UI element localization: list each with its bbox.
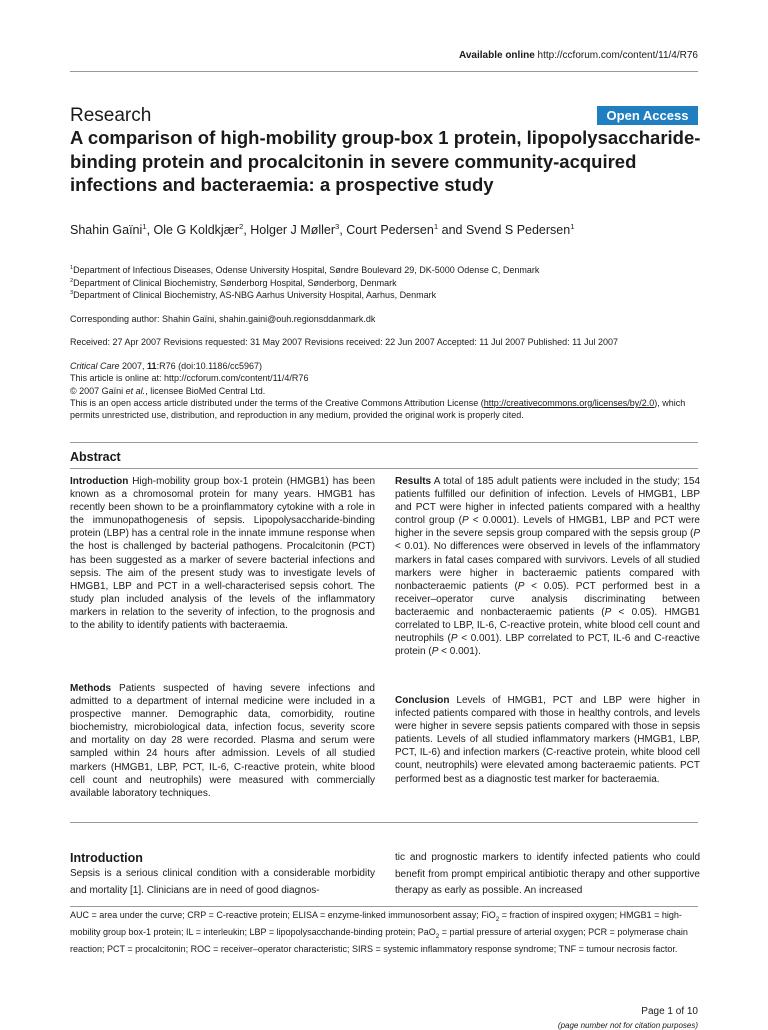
copyright-etal: et al. xyxy=(125,385,146,396)
abstract-conclusion-label: Conclusion xyxy=(395,695,450,706)
affiliation-text: Department of Infectious Diseases, Odense University Hospital, Søndre Boulevard 29, DK-5000 Odense C, Denmark xyxy=(73,265,540,275)
online-line: This article is online at: http://ccforum.com/content/11/4/R76 xyxy=(70,373,309,384)
citation-line xyxy=(70,360,700,372)
p-symbol: P xyxy=(431,646,439,658)
affiliation-text: Department of Clinical Biochemistry, Sønderborg Hospital, Sønderborg, Denmark xyxy=(73,277,397,288)
abstract-conclusion xyxy=(395,694,700,786)
abstract-conclusion-text: Levels of HMGB1, PCT and LBP were higher in infected patients compared with those in healthy controls, and levels were higher in severe sepsis patients compared with those in sepsis patients. Levels of all studied inflammatory markers (HMGB1, LBP, PCT, IL-6) and infection markers (C-reactive protein, white blood cell count, neutrophils) were elevated among bacteraemic patients. PCT performed best as a diagnostic test marker for bacteraemia. xyxy=(395,695,700,785)
citation-doi: :R76 (doi:10.1186/cc5967) xyxy=(156,361,262,371)
abstract-introduction xyxy=(70,475,375,632)
p-symbol: P xyxy=(517,580,525,592)
copyright-line xyxy=(70,385,700,397)
results-part-3: < 0.05). PCT performed best in a receiver–operator curve analysis discriminating between bacteraemic and nonbacteraemic patients ( xyxy=(395,580,700,618)
license-post: ), which permits unrestricted use, distribution, and reproduction in any medium, provided the original work is properly cited. xyxy=(70,397,686,421)
author-name: Ole G Koldkjær xyxy=(153,223,239,237)
license-link[interactable]: http://creativecommons.org/licenses/by/2.0 xyxy=(483,397,655,408)
abstract-introduction-text: High-mobility group box-1 protein (HMGB1) has been known as a chromosomal protein for many years. HMGB1 has recently been shown to be a proinflammatory cytokine with a role in the immunopathogenesis of sepsis. Lipopolysaccharide-binding protein (LBP) has a central role in the innate immune response when the host is challenged by bacterial pathogens. Procalcitonin (PCT) has been suggested as a marker of severe bacterial infections and sepsis. The aim of the present study was to investigate levels of HMGB1, LBP and PCT in a well-characterised sepsis cohort. The study plan included analysis of the levels of the inflammatory markers in relation to the severity of infection, to the prognosis and to the ability to identify patients with bacteraemia. xyxy=(70,476,375,632)
article-dates: Received: 27 Apr 2007 Revisions requested: 31 May 2007 Revisions received: 22 Jun 2007 Accepted: 11 Jul 2007 Published: 11 Jul 2007 xyxy=(70,337,619,347)
citation-year: 2007, xyxy=(119,361,148,371)
results-part-2: < 0.01). No differences were observed in levels of the inflammatory markers in fatal cases compared with survivors. Levels of all studied markers were higher in bacteraemic patients compared with nonbacteraemic patients ( xyxy=(395,541,700,592)
abstract-methods xyxy=(70,682,375,800)
article-title: A comparison of high-mobility group-box 1 protein, lipopolysaccharide-binding protein and procalcitonin in severe community-acquired infections and bacteraemia: a prospective study xyxy=(70,127,701,195)
author-separator: and xyxy=(438,223,466,237)
abstract-results xyxy=(395,475,700,658)
author-affiliation-mark: 3 xyxy=(335,221,340,231)
author-separator: , xyxy=(339,223,347,237)
results-part-4: < 0.05). HMGB1 correlated to LBP, IL-6, C-reactive protein, white blood cell count and neutrophils ( xyxy=(395,606,700,645)
author-name: Court Pedersen xyxy=(346,223,434,237)
page-number-note: (page number not for citation purposes) xyxy=(557,1021,698,1030)
page-number: Page 1 of 10 xyxy=(641,1006,698,1017)
footnote-sub-2: 2 xyxy=(435,932,440,940)
introduction-text-right: tic and prognostic markers to identify infected patients who could benefit from prompt empirical antibiotic therapy and other supportive therapy as early as possible. An increased xyxy=(395,852,700,896)
journal-name: Critical Care xyxy=(70,361,120,371)
availability-line xyxy=(0,50,698,61)
results-part-1: < 0.0001). Levels of HMGB1, LBP and PCT were higher in the severe sepsis group compared with the sepsis group ( xyxy=(395,515,700,540)
affiliation-line xyxy=(70,277,710,290)
p-symbol: P xyxy=(462,515,469,527)
abstract-methods-label: Methods xyxy=(70,683,112,694)
author-affiliation-mark: 1 xyxy=(433,221,439,231)
affiliation-number: 3 xyxy=(70,290,74,296)
results-part-5: < 0.001). LBP correlated to PCT, IL-6 and C-reactive protein ( xyxy=(395,633,700,658)
author-separator: , xyxy=(243,223,251,237)
footnote-mid: = fraction of inspired oxygen; HMGB1 = high-mobility group box-1 protein; IL = interleukin; LBP = lipopolysacchande-binding protein; PaO xyxy=(70,910,682,938)
available-label: Available online xyxy=(459,50,535,61)
footnote-rule xyxy=(70,906,698,907)
introduction-text-left: Sepsis is a serious clinical condition with a considerable morbidity and mortality [1]. Clinicians are in need of good diagnos- xyxy=(70,868,375,896)
available-url[interactable]: http://ccforum.com/content/11/4/R76 xyxy=(537,50,698,61)
author-affiliation-mark: 1 xyxy=(142,221,147,231)
introduction-heading: Introduction xyxy=(70,851,143,865)
abstract-heading-rule xyxy=(70,468,698,469)
section-label: Research xyxy=(70,105,152,126)
author-affiliation-mark: 2 xyxy=(239,221,244,231)
author-affiliation-mark: 1 xyxy=(570,221,575,231)
affiliations xyxy=(70,264,710,302)
affiliation-line xyxy=(70,264,710,277)
license-line xyxy=(70,397,700,422)
header-rule xyxy=(70,71,698,72)
author-name: Shahin Gaïni xyxy=(70,223,143,237)
p-symbol: P xyxy=(604,606,612,618)
author-name: Holger J Møller xyxy=(250,223,336,237)
results-part-0: A total of 185 adult patients were included in the study; 154 patients fulfilled our definition of infection. Levels of HMGB1, LBP and PCT were higher in infected patients compared with a healthy control group ( xyxy=(395,476,700,527)
affiliation-number: 1 xyxy=(70,265,74,271)
author-list xyxy=(70,222,710,238)
footnote-pre: AUC = area under the curve; CRP = C-reactive protein; ELISA = enzyme-linked immunosorbent assay; FiO xyxy=(70,910,496,920)
abstract-bottom-rule xyxy=(70,822,698,823)
p-symbol: P xyxy=(693,528,700,540)
corresponding-author: Corresponding author: Shahin Gaïni, shahin.gaini@ouh.regionsddanmark.dk xyxy=(70,314,376,324)
abbreviations-footnote xyxy=(70,909,700,955)
open-access-badge: Open Access xyxy=(597,106,698,125)
citation-volume: 11 xyxy=(147,361,157,371)
affiliation-number: 2 xyxy=(70,277,74,284)
footnote-sub-1: 2 xyxy=(495,915,500,923)
footnote-post: = partial pressure of arterial oxygen; PCR = polymerase chain reaction; PCT = procalcitonin; ROC = receiver–operator characteristic; SIRS = systemic inflammatory response syndrome; TNF = tumour necrosis factor. xyxy=(70,927,688,955)
citation-block xyxy=(70,360,700,421)
p-symbol: P xyxy=(450,633,458,645)
abstract-introduction-label: Introduction xyxy=(70,476,129,487)
results-part-6: < 0.001). xyxy=(438,646,481,658)
abstract-methods-text: Patients suspected of having severe infections and admitted to a department of internal medicine were included in a prospective manner. Demographic data, comorbidity, routine biochemistry, microbiological data, infection focus, severity score and mortality on day 28 were recorded. Plasma and serum were sampled within 24 hours after admission. Levels of all studied markers (HMGB1, LBP, PCT, IL-6, C-reactive protein, white blood cell count and neutrophils) were measured with commercially available laboratory techniques. xyxy=(70,683,375,799)
abstract-results-label: Results xyxy=(395,476,432,487)
copyright-pre: © 2007 Gaïni xyxy=(70,385,126,396)
abstract-top-rule xyxy=(70,442,698,443)
license-pre: This is an open access article distributed under the terms of the Creative Commons Attribution License ( xyxy=(70,397,484,408)
affiliation-line xyxy=(70,289,710,302)
copyright-post: , licensee BioMed Central Ltd. xyxy=(145,385,266,396)
abstract-heading: Abstract xyxy=(70,450,121,464)
author-separator: , xyxy=(146,223,154,237)
author-name: Svend S Pedersen xyxy=(465,223,571,237)
affiliation-text: Department of Clinical Biochemistry, AS-NBG Aarhus University Hospital, Aarhus, Denmark xyxy=(73,290,437,300)
